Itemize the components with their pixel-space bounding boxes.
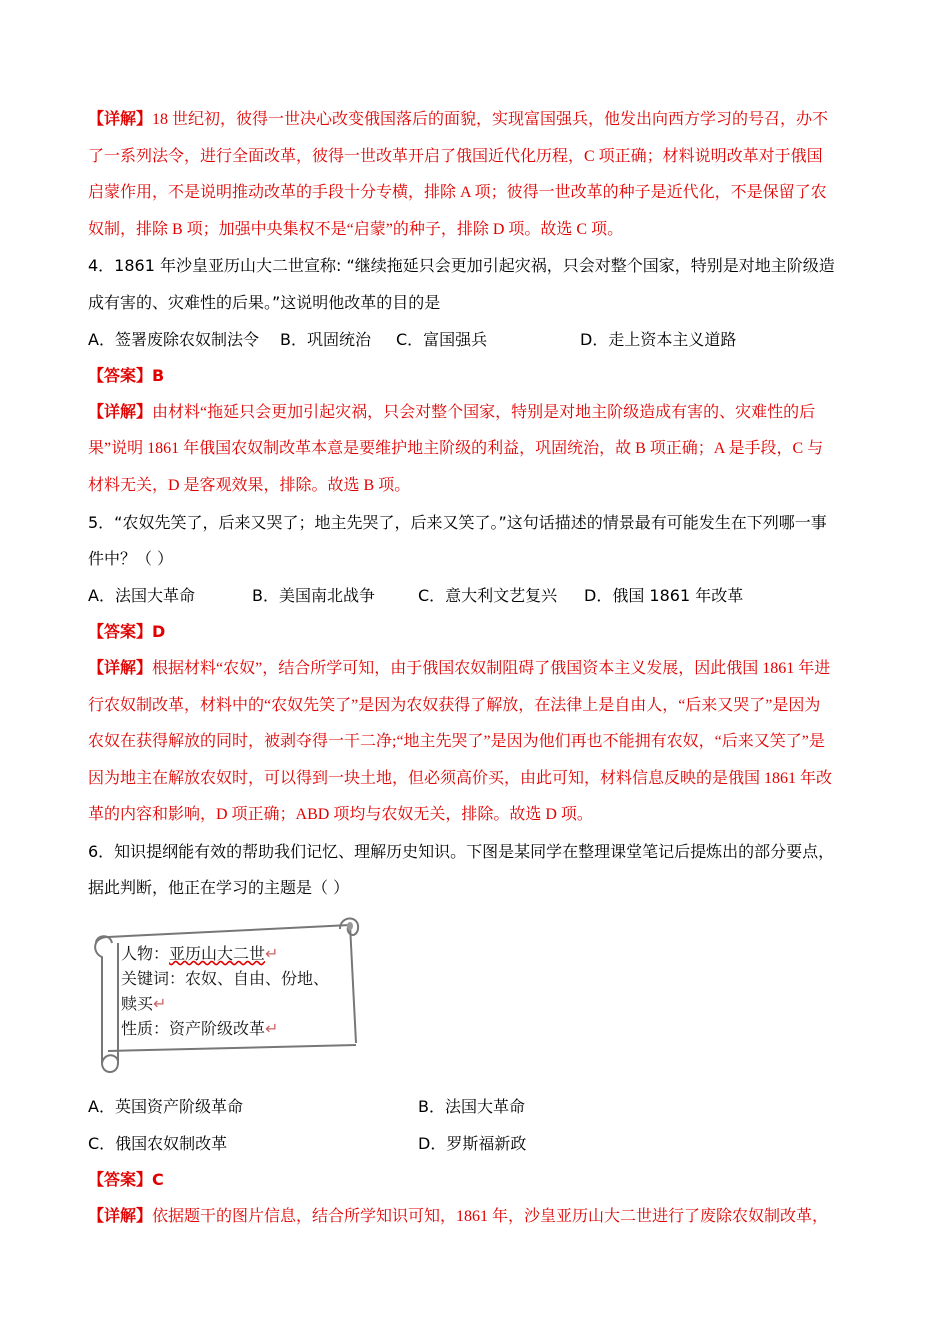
document-page <box>88 108 864 1241</box>
q5-explain-line-5: 革的内容和影响，D 项正确；ABD 项均与农奴无关，排除。故选 D 项。 <box>88 806 593 824</box>
scroll-person: 人物：亚历山大二世↵ <box>121 944 279 964</box>
q4-explain-line-2: 果”说明 1861 年俄国农奴制改革本意是要维护地主阶级的利益，巩固统治，故 B 项正确；A 是手段，C 与 <box>88 440 824 458</box>
q4-option-b: B．巩固统治 <box>280 329 371 349</box>
scroll-figure <box>88 913 864 1085</box>
q5-option-d: D．俄国 1861 年改革 <box>584 585 744 605</box>
q3-explain-line-4: 奴制，排除 B 项；加强中央集权不是“启蒙”的种子，排除 D 项。故选 C 项。 <box>88 220 624 238</box>
q6-options-row-1 <box>88 1095 864 1119</box>
q4-explain-line-1: 【详解】由材料“拖延只会更加引起灾祸，只会对整个国家，特别是对地主阶级造成有害的、灾难性的后 <box>88 403 816 421</box>
q4-option-d: D．走上资本主义道路 <box>580 329 737 349</box>
explain-tag: 【详解】 <box>88 1207 153 1225</box>
q4-option-a: A．签署废除农奴制法令 <box>88 329 259 349</box>
q5-explain-line-4: 因为地主在解放农奴时，可以得到一块土地，但必须高价买，由此可知，材料信息反映的是俄国 1861 年改 <box>88 769 833 787</box>
q6-option-d: D．罗斯福新政 <box>418 1133 527 1153</box>
q6-option-c: C．俄国农奴制改革 <box>88 1133 228 1153</box>
q5-options <box>88 584 864 608</box>
q6-options-row-2 <box>88 1132 864 1156</box>
q4-options <box>88 328 864 352</box>
explain-tag: 【详解】 <box>88 403 153 421</box>
q5-option-c: C．意大利文艺复兴 <box>418 585 558 605</box>
q6-option-a: A．英国资产阶级革命 <box>88 1097 243 1117</box>
q4-explain-line-3: 材料无关，D 是客观效果，排除。故选 B 项。 <box>88 476 411 494</box>
q5-option-b: B．美国南北战争 <box>252 585 375 605</box>
q6-answer: 【答案】C <box>88 1170 164 1190</box>
scroll-keywords-1: 关键词：农奴、自由、份地、 <box>121 969 330 989</box>
q3-explain-line-1: 【详解】18 世纪初，彼得一世决心改变俄国落后的面貌，实现富国强兵，他发出向西方学习的号召，办不 <box>88 111 829 128</box>
q6-stem-line-2: 据此判断，他正在学习的主题是（ ） <box>88 878 350 898</box>
q4-answer: 【答案】B <box>88 366 165 386</box>
q3-explain-line-2: 了一系列法令，进行全面改革，彼得一世改革开启了俄国近代化历程，C 项正确；材料说明改革对于俄国 <box>88 147 823 165</box>
q5-stem-line-2: 件中？（ ） <box>88 549 174 569</box>
q5-stem-line-1: 5．“农奴先笑了，后来又哭了；地主先哭了，后来又笑了。”这句话描述的情景最有可能发生在下列哪一事 <box>88 512 827 532</box>
q6-explain-line-1: 【详解】依据题干的图片信息，结合所学知识可知，1861 年，沙皇亚历山大二世进行了废除农奴制改革， <box>88 1207 829 1225</box>
q6-option-b: B．法国大革命 <box>418 1097 525 1117</box>
scroll-nature: 性质：资产阶级改革↵ <box>121 1019 279 1039</box>
q5-explain-line-2: 行农奴制改革，材料中的“农奴先笑了”是因为农奴获得了解放，在法律上是自由人，“后来又哭了”是因为 <box>88 696 821 714</box>
q4-stem-line-2: 成有害的、灾难性的后果。”这说明他改革的目的是 <box>88 292 441 312</box>
q4-stem-line-1: 4．1861 年沙皇亚历山大二世宣称: “继续拖延只会更加引起灾祸，只会对整个国家，特别是对地主阶级造 <box>88 256 835 276</box>
q6-stem-line-1: 6．知识提纲能有效的帮助我们记忆、理解历史知识。下图是某同学在整理课堂笔记后提炼出的部分要点， <box>88 841 835 861</box>
q3-explain-line-3: 启蒙作用，不是说明推动改革的手段十分专横，排除 A 项；彼得一世改革的种子是近代化，不是保留了农 <box>88 184 827 202</box>
scroll-keywords-2: 赎买↵ <box>121 994 167 1014</box>
explain-tag: 【详解】 <box>88 111 153 128</box>
q4-option-c: C．富国强兵 <box>396 329 488 349</box>
q5-explain-line-1: 【详解】根据材料“农奴”，结合所学可知，由于俄国农奴制阻碍了俄国资本主义发展，因此俄国 1861 年进 <box>88 659 831 677</box>
scroll-text <box>121 941 329 1041</box>
explain-tag: 【详解】 <box>88 659 153 677</box>
q5-explain-line-3: 农奴在获得解放的同时，被剥夺得一干二净;“地主先哭了”是因为他们再也不能拥有农奴，“后来又笑了”是 <box>88 733 825 751</box>
q5-answer: 【答案】D <box>88 622 166 642</box>
q5-option-a: A．法国大革命 <box>88 585 195 605</box>
